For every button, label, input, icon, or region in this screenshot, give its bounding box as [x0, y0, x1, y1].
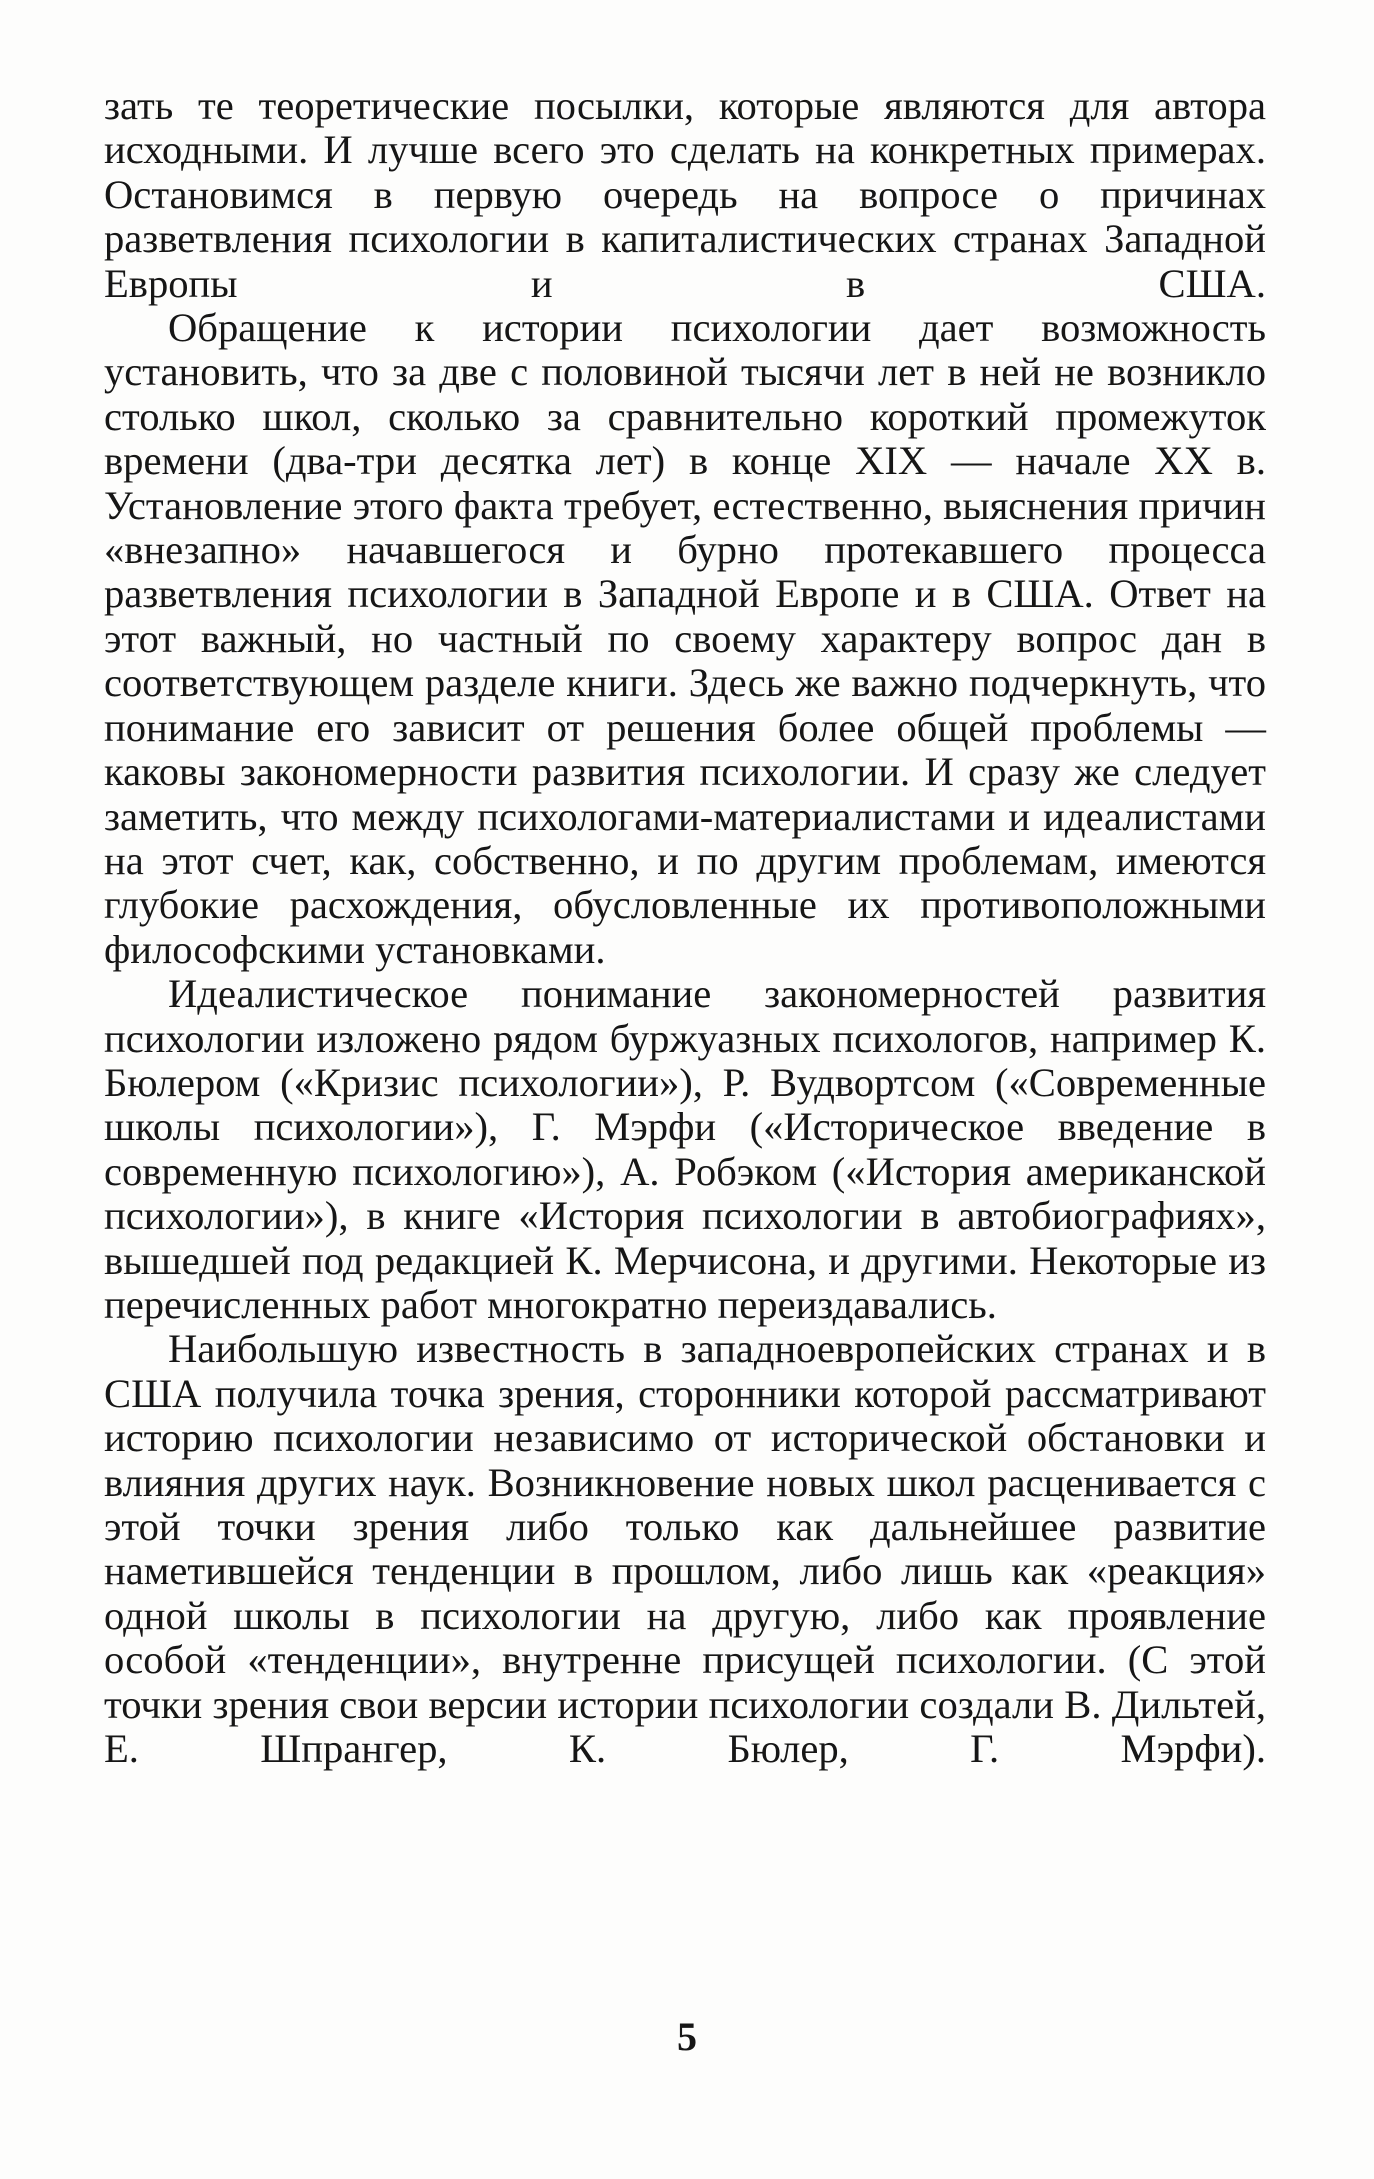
paragraph-3: Идеалистическое понимание закономерностей развития психологии изложено рядом буржуазных психологов, например К. Бюлером («Кризис психологии»), Р. Вудвортсом («Современные школы психологии»), Г. Мэрфи («Историческое введение в современную психологию»), А. Робэком («История американской психологии»), в книге «История психологии в автобиографиях», вышедшей под редакцией К. Мерчисона, и другими. Некоторые из перечисленных работ многократно переиздавались. — [104, 971, 1266, 1327]
body-text — [104, 84, 1266, 1771]
paragraph-1: зать те теоретические посылки, которые являются для автора исходными. И лучше всего это сделать на конкретных примерах. Остановимся в первую очередь на вопросе о причинах разветвления психологии в капиталистических странах Западной Европы и в США. — [104, 83, 1266, 306]
page-number: 5 — [677, 2014, 697, 2059]
paragraph-4: Наибольшую известность в западноевропейских странах и в США получила точка зрения, сторонники которой рассматривают историю психологии независимо от исторической обстановки и влияния других наук. Возникновение новых школ расценивается с этой точки зрения либо только как дальнейшее развитие наметившейся тенденции в прошлом, либо лишь как «реакция» одной школы в психологии на другую, либо как проявление особой «тенденции», внутренне присущей психологии. (С этой точки зрения свои версии истории психологии создали В. Дильтей, Е. Шпрангер, К. Бюлер, Г. Мэрфи). — [104, 1326, 1266, 1772]
paragraph-2: Обращение к истории психологии дает возможность установить, что за две с половиной тысячи лет в ней не возникло столько школ, сколько за сравнительно короткий промежуток времени (два-три десятка лет) в конце XIX — начале XX в. Установление этого факта требует, естественно, выяснения причин «внезапно» начавшегося и бурно протекавшего процесса разветвления психологии в Западной Европе и в США. Ответ на этот важный, но частный по своему характеру вопрос дан в соответствующем разделе книги. Здесь же важно подчеркнуть, что понимание его зависит от решения более общей проблемы — каковы закономерности развития психологии. И сразу же следует заметить, что между психологами-материалистами и идеалистами на этот счет, как, собственно, и по другим проблемам, имеются глубокие расхождения, обусловленные их противоположными философскими установками. — [104, 305, 1266, 972]
